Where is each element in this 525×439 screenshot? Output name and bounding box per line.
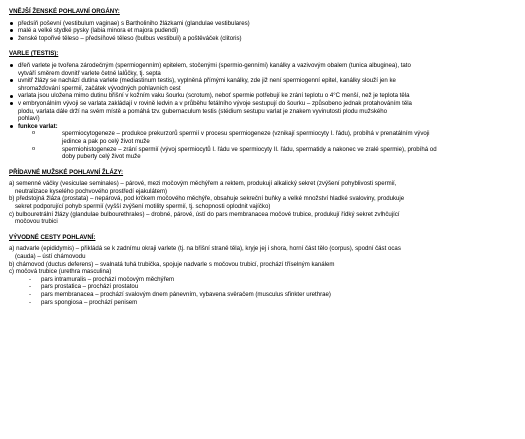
item-line: pars prostatica – prochází prostatou bbox=[41, 283, 139, 291]
item-line: varlata jsou uložena mimo dutinu břišní v kožním vaku šourku (scrotum), neboť spermie potřebují ke zrání teplotu o 4°C menší, než je teplota těla bbox=[18, 92, 410, 100]
item-line: pars membranacea – prochází svalovým dnem pánevním, vybavena svěračem (musculus sfinkter urethrae) bbox=[41, 291, 331, 298]
list-item bbox=[9, 195, 519, 210]
list-item bbox=[9, 180, 519, 195]
sublist-mocova-trubice bbox=[9, 276, 519, 306]
sub-item bbox=[29, 299, 519, 307]
list-item bbox=[9, 27, 519, 35]
item-line: shromažďování spermií, začátek vývodných pohlavních cest bbox=[18, 84, 181, 92]
list-vyvodne-cesty bbox=[9, 245, 519, 306]
item-line: neutralizace kyselého pochvového prostředí ejakulátem) bbox=[15, 187, 168, 195]
list-varle bbox=[9, 62, 519, 161]
item-line: sekret podporující pohyb spermií (vyšší zvýšení motility spermií, tj. schopnosti oplodnit vajíčko) bbox=[15, 203, 271, 211]
list-item bbox=[9, 123, 519, 161]
sub-item bbox=[29, 276, 519, 284]
item-line: funkce varlat: bbox=[18, 122, 58, 130]
sub-item bbox=[32, 146, 519, 161]
item-line: pars intramuralis – prochází močovým měchýřem bbox=[41, 275, 175, 283]
heading-vyvodne-cesty: VÝVODNÉ CESTY POHLAVNÍ: bbox=[9, 233, 96, 241]
list-item bbox=[9, 211, 519, 226]
sublist-funkce-varlat bbox=[18, 130, 519, 160]
list-vnejsi-zenske bbox=[9, 20, 519, 43]
item-line: pars spongiosa – prochází penisem bbox=[41, 298, 138, 306]
item-line: b) chámovod (ductus deferens) – svalnatá tuhá trubička, spojuje nadvarle s močovou trubicí, prochází tříselným kanálem bbox=[9, 260, 335, 268]
list-item bbox=[9, 77, 519, 92]
list-item bbox=[9, 261, 519, 269]
item-line: c) bulbouretrální žlázy (glandulae bulbourethrales) – drobné, párové, ústí do pars membranacea močové trubice, produkují řídký sekret zvlhčující bbox=[9, 210, 400, 218]
sub-item bbox=[29, 291, 519, 299]
item-line: jedince a pak po celý život muže bbox=[62, 137, 150, 145]
item-line: plodu, varlata dále drží na svém místě a pomáhá tzv. gubernaculum testis (stédium sestupu varlat je znakem vyvinutosti plodu mužského bbox=[18, 107, 388, 115]
item-line: předsíň poševní (vestibulum vaginae) s Bartholiniho žlázkami (glandulae vestibulares) bbox=[18, 19, 250, 27]
item-line: doby puberty celý život muže bbox=[62, 153, 141, 161]
sub-item bbox=[29, 283, 519, 291]
item-line: malé a velké stydké pysky (labia minora et majora pudendi) bbox=[18, 27, 179, 35]
list-item bbox=[9, 100, 519, 123]
item-line: močovou trubici bbox=[15, 218, 58, 226]
item-line: o spermiocytogeneze – produkce prekurzorů spermií v procesu spermiogeneze (vznikají spermiocyty I. řádu), probíhá v prenatálním vývoji bbox=[62, 130, 430, 138]
item-line: b) předstojná žláza (prostata) – nepárová, pod krčkem močového měchýře, obsahuje sekreční buňky a velké množství hladké svaloviny, produkuje bbox=[9, 195, 405, 203]
item-line: ženské topořivé těleso – předsíňové těleso (bulbus vestibuli) a poštěváček (clitoris) bbox=[18, 34, 242, 42]
item-line: a) semenné váčky (vesiculae seminales) – párové, mezi močovým měchýřem a rektem, produkují alkalický sekret (zvýšení pohyblivosti spermií, bbox=[9, 180, 397, 188]
item-line: v embryonálním vývoji se varlata zakládají v rovině ledvin a v průběhu fetálního vývoje sestupují do šourku – způsobeno jednak protahováním těla bbox=[18, 99, 412, 107]
heading-pridavne-zlazy: PŘÍDAVNÉ MUŽSKÉ POHLAVNÍ ŽLÁZY: bbox=[9, 168, 124, 176]
item-line: pohlaví) bbox=[18, 115, 40, 123]
list-item bbox=[9, 92, 519, 100]
list-item bbox=[9, 62, 519, 77]
item-line: (cauda) – ústí chámovodu bbox=[15, 253, 86, 261]
item-line: dřeň varlete je tvořena zárodečným (spermiogenním) epitelem, stočenými (spermio-genními) kanálky a vazivovým obalem (tunica albuginea), tato bbox=[18, 61, 411, 69]
heading-varle: VARLE (TESTIS): bbox=[9, 50, 59, 58]
list-item bbox=[9, 245, 519, 260]
list-pridavne-zlazy bbox=[9, 180, 519, 226]
sub-item bbox=[32, 130, 519, 145]
item-line: o spermiohistogeneze – zrání spermií (vývoj spermiocytů I. řádu ve spermiocyty II. řádu, spermatidy a nakonec ve zralé spermie), probíhá od bbox=[62, 145, 437, 153]
item-line: a) nadvarle (epididymis) – přikládá se k zadnímu okraji varlete (tj. na břišní straně těla), kryje jej i shora, horní část tělo (corpus), spodní část ocas bbox=[9, 245, 401, 253]
item-line: vytváří směrem dovnitř varlete četné lalůčky, tj. septa bbox=[18, 69, 161, 77]
list-item bbox=[9, 268, 519, 276]
item-line: uvnitř žlázy se nachází dutina varlete (mediastinum testis), vyplněná přímými kanálky, zde již není spermiogenní epitel, kanálky slouží jen ke bbox=[18, 77, 396, 85]
item-line: c) močová trubice (urethra masculina) bbox=[9, 268, 112, 276]
list-item bbox=[9, 35, 519, 43]
heading-vnejsi-zenske: VNĚJŠÍ ŽENSKÉ POHLAVNÍ ORGÁNY: bbox=[9, 8, 120, 15]
list-item bbox=[9, 20, 519, 28]
